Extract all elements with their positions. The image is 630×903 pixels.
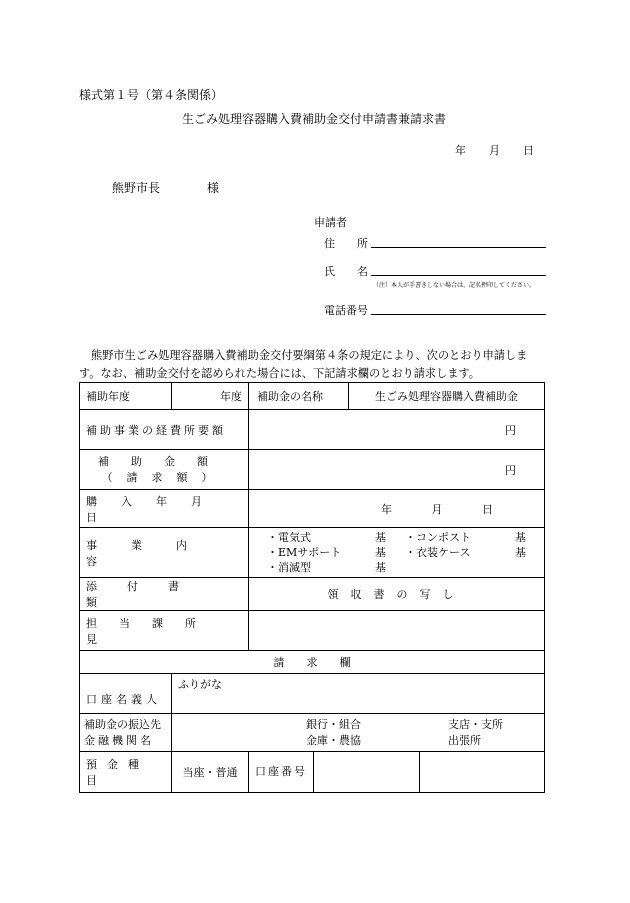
account-holder-label-cell: 口座名義人 (80, 674, 172, 714)
opinion-field[interactable] (249, 611, 545, 651)
item-clothes-case: ・衣装ケース (405, 546, 471, 559)
row-opinion (80, 611, 545, 651)
name-note: （注）本人が手書きしない場合は、記名押印してください。 (373, 282, 536, 289)
account-no-label: 口座番号 (249, 752, 314, 792)
row-expense (80, 410, 545, 450)
form-title: 生ごみ処理容器購入費補助金交付申請書兼請求書 (182, 112, 447, 126)
expense-field[interactable]: 円 (249, 410, 545, 450)
attachment-label-cell: 添付書類 (80, 578, 249, 611)
deposit-type-label-cell: 預金種目 (80, 752, 172, 793)
row-attachment (80, 578, 545, 611)
expense-label-cell: 補助事業の経費所要額 (80, 410, 249, 450)
address-field[interactable] (371, 247, 546, 248)
row-bank (80, 714, 545, 752)
addressee: 熊野市長 (112, 181, 161, 195)
intro-line-2: す。なお、補助金交付を認められた場合には、下記請求欄のとおり請求します。 (79, 367, 480, 380)
opinion-label-cell: 担当課所見 (80, 611, 249, 651)
row-subsidy-amount (80, 450, 545, 490)
attachment-value: 領収書の写し (249, 578, 545, 611)
item-electric: ・電気式 (267, 531, 311, 544)
item-extinction: ・消滅型 (267, 561, 311, 574)
item-em: ・EMサポート (267, 546, 342, 559)
address-label: 住 所 (324, 237, 368, 250)
account-no-extra[interactable] (420, 752, 545, 793)
form-number: 様式第１号（第４条関係） (79, 88, 224, 102)
name-field[interactable] (371, 275, 546, 276)
fiscal-year-label-cell: 補助年度 (80, 383, 172, 410)
account-no-cell (249, 752, 420, 793)
row-claim-header (80, 651, 545, 674)
row-account-holder (80, 674, 545, 714)
purchase-date-field[interactable]: 年 月 日 (249, 490, 545, 528)
subsidy-name-label-cell: 補助金の名称 (249, 383, 349, 410)
intro-line-1: 熊野市生ごみ処理容器購入費補助金交付要綱第４条の規定により、次のとおり申請しま (91, 349, 528, 362)
subsidy-amount-field[interactable]: 円 (249, 450, 545, 490)
date-month: 月 (489, 144, 500, 157)
claim-header: 請 求 欄 (80, 651, 545, 674)
row-deposit (80, 752, 545, 793)
honorific: 様 (207, 181, 220, 195)
purchase-date-label-cell: 購入年月日 (80, 490, 249, 528)
date-day: 日 (523, 144, 534, 157)
row-purchase-date (80, 490, 545, 528)
account-holder-field[interactable]: ふりがな (172, 674, 545, 714)
applicant-heading: 申請者 (314, 216, 347, 229)
application-table (79, 382, 545, 793)
name-label: 氏 名 (324, 265, 368, 278)
phone-field[interactable] (371, 314, 546, 315)
row-fiscal-year (80, 383, 545, 410)
item-compost: ・コンポスト (405, 531, 471, 544)
fiscal-year-field[interactable]: 年度 (172, 383, 249, 410)
subsidy-amount-label-cell: 補助金額 （請求額） (80, 450, 249, 490)
subsidy-name-value: 生ごみ処理容器購入費補助金 (349, 383, 545, 410)
deposit-type-field[interactable]: 当座・普通 (172, 752, 249, 793)
bank-field[interactable]: 銀行・組合 支店・支所 金庫・農協 出張所 (172, 714, 545, 752)
bank-label-cell: 補助金の振込先 金融機関名 (80, 714, 172, 752)
business-items: ・電気式 基 ・コンポスト 基 ・EMサポート 基 ・衣装ケース 基 ・消滅型 基 (249, 528, 545, 578)
business-label-cell: 事業内容 (80, 528, 249, 578)
row-business (80, 528, 545, 578)
date-year: 年 (455, 144, 466, 157)
phone-label: 電話番号 (324, 304, 368, 317)
